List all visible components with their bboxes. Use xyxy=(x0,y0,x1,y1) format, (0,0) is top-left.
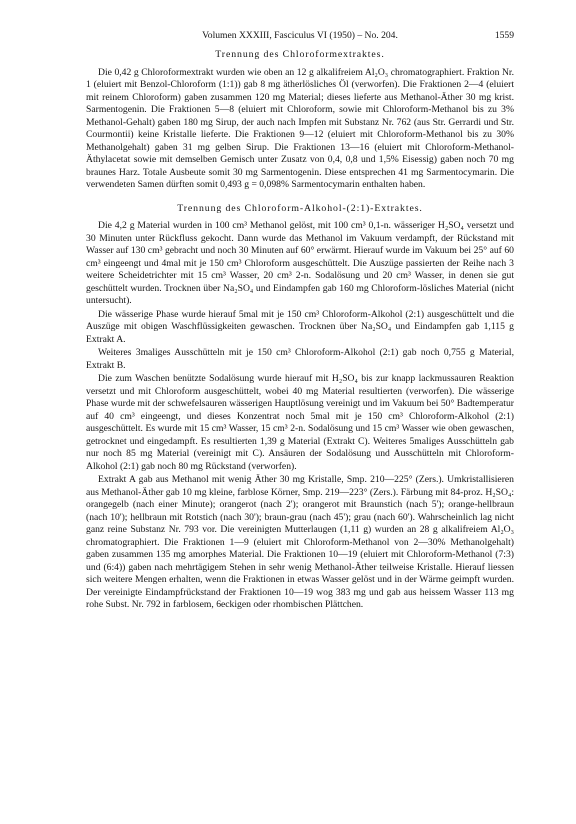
paragraph-chloroformextrakt: Die 0,42 g Chloroformextrakt wurden wie oben an 12 g alkalifreiem Al₂O₃ chromatographiert. Fraktion Nr. 1 (eluiert mit Benzol-Chloroform (1:1)) gab 8 mg ätherlösliches Öl (verworfen). Die Fraktionen 2—4 (eluiert mit reinem Chloroform) gaben zusammen 120 mg Material; dieses lieferte aus Methanol-Äther 30 mg krist. Sarmentogenin. Die Fraktionen 5—8 (eluiert mit Chloroform, sowie mit Chloroform-Methanol bis zu 3% Methanol-Gehalt) gaben 180 mg Sirup, der auch nach Impfen mit Substanz Nr. 762 (aus Str. Gerrardi und Str. Courmontii) keine Kristalle lieferte. Die Fraktionen 9—12 (eluiert mit Chloroform-Methanol bis zu 30% Methanolgehalt) gaben 31 mg gelben Sirup. Die Fraktionen 13—16 (eluiert mit Chloroform-Methanol-Äthylacetat sowie mit demselben Gemisch unter Zusatz von 0,4, 0,8 und 1,5% Eisessig) gaben noch 70 mg braunes Harz. Totale Ausbeute somit 30 mg Sarmentogenin. Diese entsprechen 41 mg Sarmentocymarin. Die verwendeten Samen dürften somit 0,493 g = 0,098% Sarmentocymarin enthalten haben. xyxy=(86,66,514,190)
document-page xyxy=(86,30,514,612)
running-header xyxy=(86,30,514,43)
running-title: Volumen XXXIII, Fasciculus VI (1950) – No. 204. xyxy=(202,30,398,41)
paragraph-5: Extrakt A gab aus Methanol mit wenig Äther 30 mg Kristalle, Smp. 210—225° (Zers.). Umkristallisieren aus Methanol-Äther gab 10 mg kleine, farblose Körner, Smp. 219—223° (Zers.). Färbung mit 84-proz. H₂SO₄: orangegelb (nach einer Minute); orangerot (nach 2'); orangerot mit Braunstich (nach 5'); orange-hellbraun (nach 10'); hellbraun mit Rotstich (nach 30'); braun-grau (nach 45'); grau (nach 60'). Wahrscheinlich lag nicht ganz reine Substanz Nr. 793 vor. Die vereinigten Mutterlaugen (1,11 g) wurden an 28 g alkalifreiem Al₂O₃ chromatographiert. Die Fraktionen 1—9 (eluiert mit Chloroform-Methanol von 2—30% Methanolgehalt) gaben zusammen 135 mg amorphes Material. Die Fraktionen 10—19 (eluiert mit Chloroform-Methanol (7:3) und (6:4)) gaben nach mehrtägigem Stehen in sehr wenig Methanol-Äther teilweise Kristalle. Hierauf liessen sich weitere Mengen erhalten, wenn die Fraktionen in etwas Wasser gelöst und in der Wärme geimpft wurden. Der vereinigte Eindampfrückstand der Fraktionen 10—19 wog 383 mg und gab aus heissem Wasser 113 mg rohe Subst. Nr. 792 in farblosem, 6eckigen oder rhombischen Plättchen. xyxy=(86,474,514,610)
page-number: 1559 xyxy=(494,30,514,41)
paragraph-3: Weiteres 3maliges Ausschütteln mit je 150 cm³ Chloroform-Alkohol (2:1) gab noch 0,755 g Material, Extrakt B. xyxy=(86,347,514,371)
paragraph-4: Die zum Waschen benützte Sodalösung wurde hierauf mit H₂SO₄ bis zur knapp lackmussauren Reaktion versetzt und mit Chloroform ausgeschüttelt, wobei 40 mg Material resultierten (verworfen). Die wässerige Phase wurde mit der schwefelsauren wässerigen Hauptlösung vereinigt und im Vakuum bei 50° Badtemperatur auf 40 cm³ eingeengt, und dieses Konzentrat noch 5mal mit je 150 cm³ Chloroform-Alkohol (2:1) ausgeschüttelt. Es wurde mit 15 cm³ Wasser, 15 cm³ 2-n. Sodalösung und 15 cm³ Wasser wie oben gewaschen, getrocknet und eingedampft. Es resultierten 1,39 g Material (Extrakt C). Weiteres 5maliges Ausschütteln gab nur noch 85 mg Material (vereinigt mit C). Ansäuren der Sodalösung und Ausschütteln mit Chloroform-Alkohol (2:1) gab noch 80 mg Rückstand (verworfen). xyxy=(86,373,514,472)
section-title-chloroformextrakt: Trennung des Chloroformextraktes. xyxy=(215,49,385,60)
paragraph-2: Die wässerige Phase wurde hierauf 5mal mit je 150 cm³ Chloroform-Alkohol (2:1) ausgeschüttelt und die Auszüge mit obigen Waschflüssigkeiten gewaschen. Trocknen über Na₂SO₄ und Eindampfen gab 1,115 g Extrakt A. xyxy=(86,308,514,345)
paragraph-1: Die 4,2 g Material wurden in 100 cm³ Methanol gelöst, mit 100 cm³ 0,1-n. wässeriger H₂SO₄ versetzt und 30 Minuten unter Rückfluss gekocht. Dann wurde das Methanol im Vakuum verdampft, der Rückstand mit Wasser auf 130 cm³ gebracht und noch 30 Minuten auf 60° erwärmt. Hierauf wurde im Vakuum bei 25° auf 60 cm³ eingeengt und 4mal mit je 150 cm³ Chloroform ausgeschüttelt. Die Auszüge passierten der Reihe nach 3 weitere Scheidetrichter mit 15 cm³ Wasser, 20 cm³ 2-n. Sodalösung und 20 cm³ Wasser, in denen sie gut geschüttelt wurden. Trocknen über Na₂SO₄ und Eindampfen gab 160 mg Chloroform-lösliches Material (nicht untersucht). xyxy=(86,220,514,306)
section-title-chloroform-alkohol: Trennung des Chloroform-Alkohol-(2:1)-Extraktes. xyxy=(177,202,423,214)
